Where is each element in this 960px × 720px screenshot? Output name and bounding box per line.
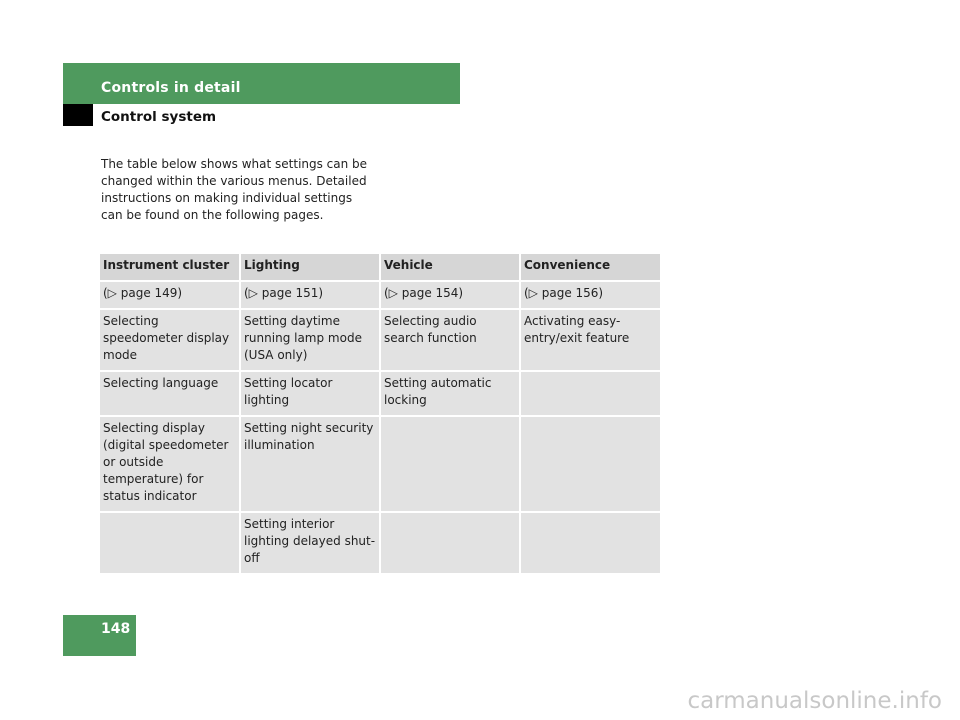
table-header-row <box>100 254 661 281</box>
settings-table <box>100 254 662 575</box>
column-header-lighting: Lighting <box>240 254 380 281</box>
table-cell: Selecting speedometer display mode <box>100 309 240 371</box>
table-cell: Selecting display (digital speedometer or outside temperature) for status indicator <box>100 416 240 512</box>
table-cell <box>520 371 661 416</box>
table-cell: Activating easy-entry/exit feature <box>520 309 661 371</box>
section-marker <box>63 104 93 126</box>
table-row <box>100 416 661 512</box>
table-row <box>100 281 661 309</box>
table-cell <box>520 416 661 512</box>
table-row <box>100 512 661 574</box>
table-cell <box>380 512 520 574</box>
table-cell <box>100 512 240 574</box>
table-cell: Selecting language <box>100 371 240 416</box>
subsection-title: Control system <box>101 109 217 125</box>
section-title: Controls in detail <box>101 80 241 96</box>
table-cell: (▷ page 156) <box>520 281 661 309</box>
table-cell: (▷ page 154) <box>380 281 520 309</box>
table-cell: Setting automatic locking <box>380 371 520 416</box>
table-cell: (▷ page 151) <box>240 281 380 309</box>
intro-paragraph: The table below shows what settings can be changed within the various menus. Detailed instructions on making individual settings can be found on the following pages. <box>101 157 368 222</box>
table-cell: Setting interior lighting delayed shut-off <box>240 512 380 574</box>
table-row <box>100 309 661 371</box>
table-cell: Setting locator lighting <box>240 371 380 416</box>
table-cell: (▷ page 149) <box>100 281 240 309</box>
table-cell: Setting daytime running lamp mode (USA only) <box>240 309 380 371</box>
table-cell: Selecting audio search function <box>380 309 520 371</box>
table-cell <box>520 512 661 574</box>
table-cell <box>380 416 520 512</box>
page-number: 148 <box>101 621 131 637</box>
column-header-instrument-cluster: Instrument cluster <box>100 254 240 281</box>
table-row <box>100 371 661 416</box>
column-header-vehicle: Vehicle <box>380 254 520 281</box>
column-header-convenience: Convenience <box>520 254 661 281</box>
watermark: carmanualsonline.info <box>687 688 942 714</box>
table-cell: Setting night security illumination <box>240 416 380 512</box>
